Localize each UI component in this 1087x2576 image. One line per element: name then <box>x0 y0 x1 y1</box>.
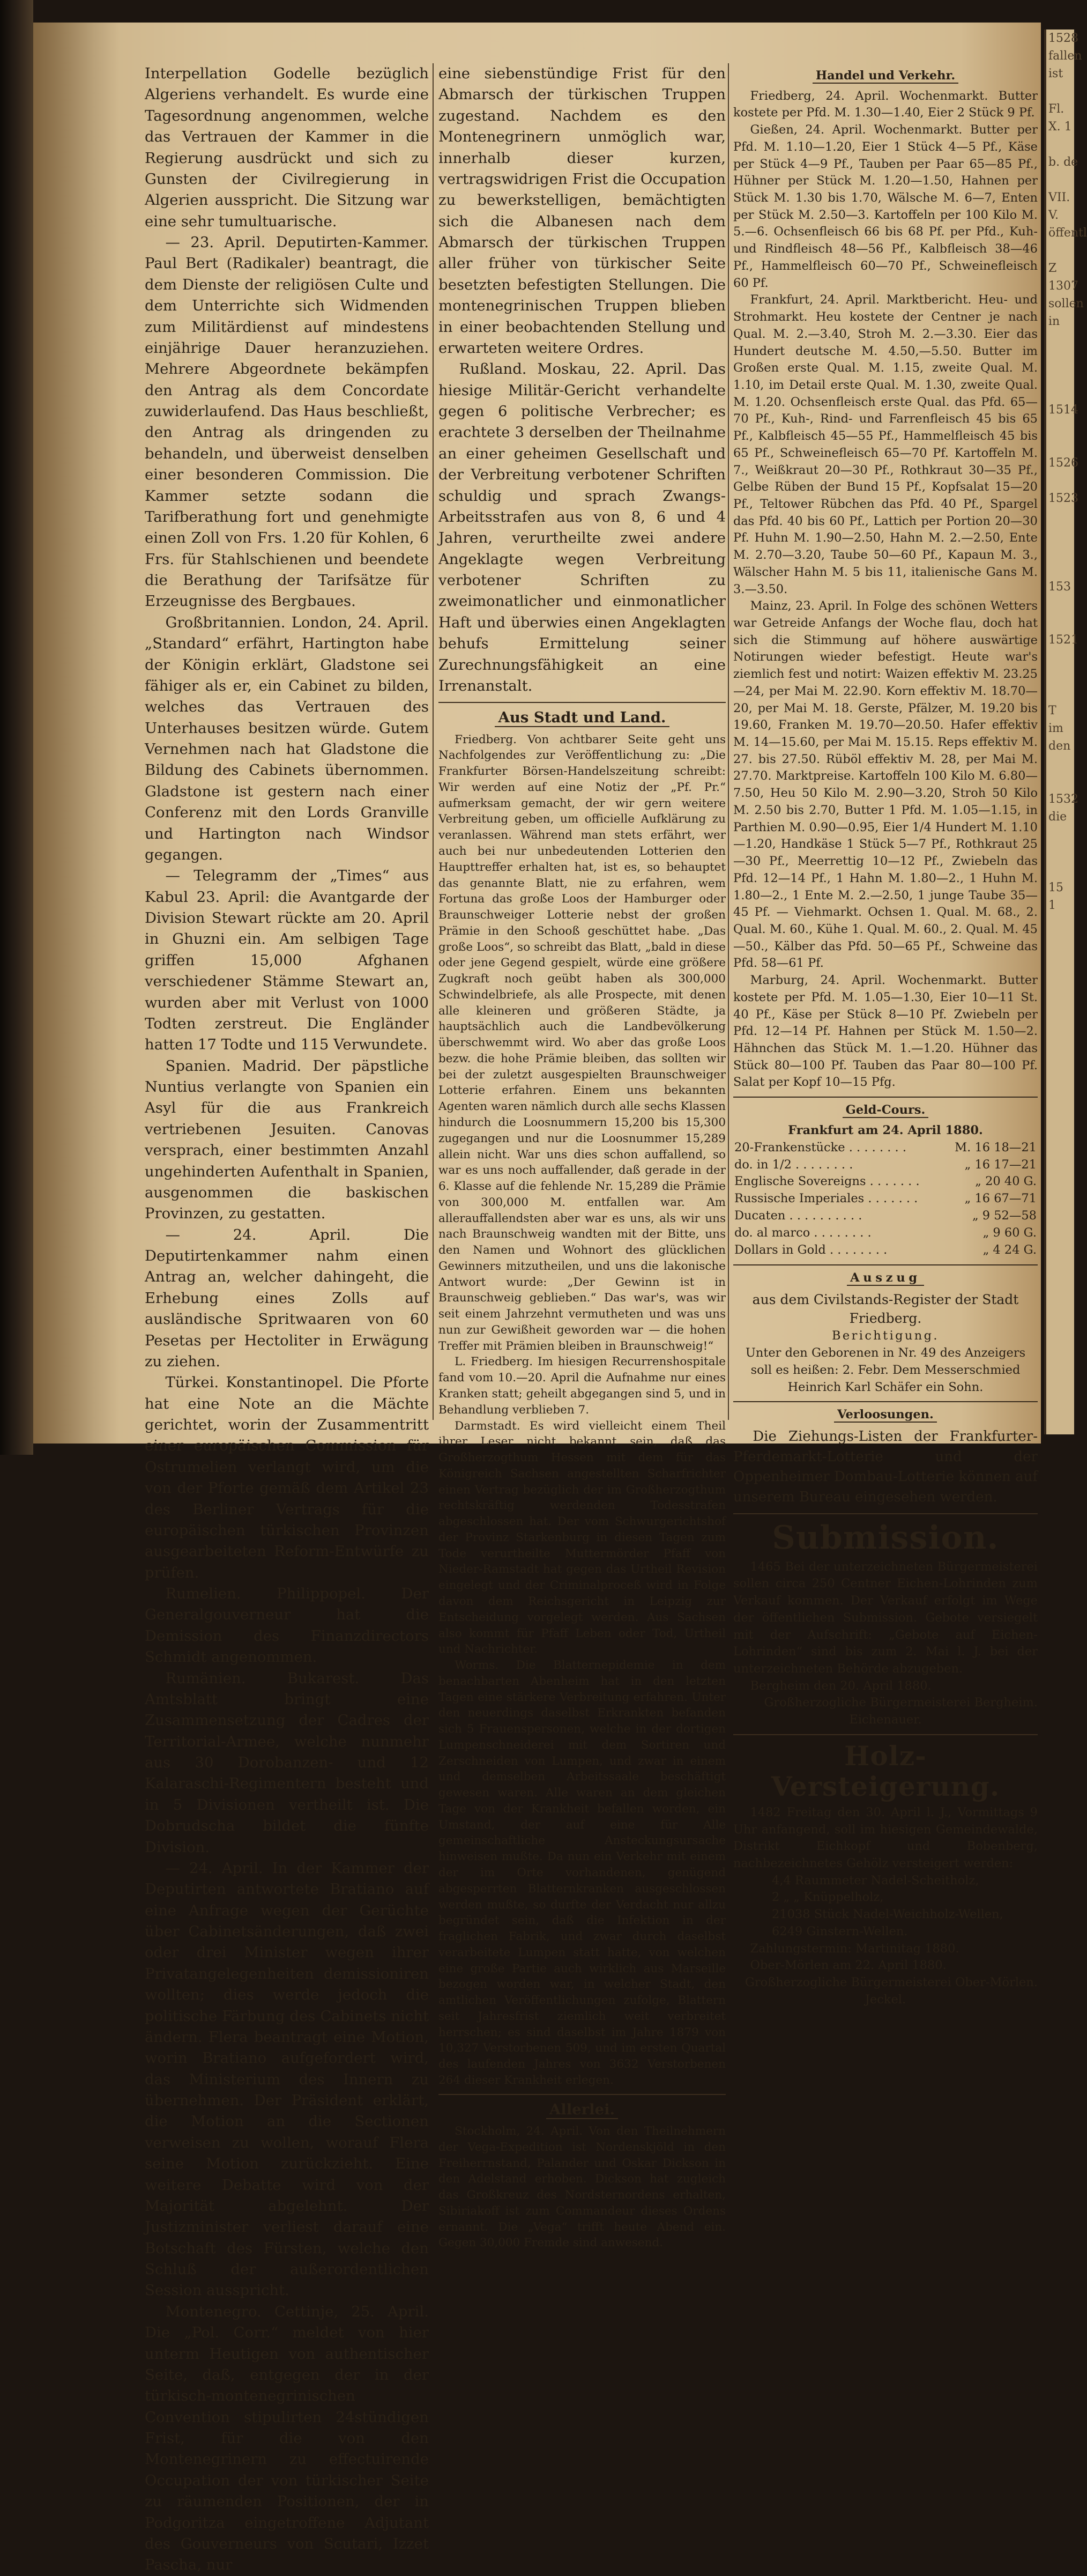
adjacent-page-fragment <box>1046 755 1074 773</box>
exchange-rate-row <box>733 1139 1038 1157</box>
exchange-rate-row <box>733 1173 1038 1190</box>
adjacent-page-fragment: Z <box>1048 262 1057 275</box>
market-giessen: Gießen, 24. April. Wochenmarkt. Butter per Pfd. M. 1.10—1.20, Eier 1 Stück 4—5 Pf., Käse per Stück 4—9 Pf., Tauben per Paar 65—85 Pf., Hühner per Stück M. 1.20—1.50, Hahnen per Stück M. 1.30 bis 1.70, Wälsche M. 6—7, Enten per Stück M. 2.50—3. Kartoffeln per 100 Kilo M. 5.—6. Ochsenfleisch 66 bis 68 Pf. per Pfd., Kuh- und Rindfleisch 48—56 Pf., Kalbfleisch 38—46 Pf., Hammelfleisch 60—70 Pf., Schweinefleisch 60 Pf. <box>733 123 1038 290</box>
adjacent-page-fragment <box>1046 242 1074 260</box>
adjacent-page-fragment: 1528 <box>1048 32 1078 45</box>
adjacent-page-fragment <box>1046 596 1074 613</box>
currency-name: do. in 1/2 . . . . . . . . <box>734 1157 853 1172</box>
adjacent-page-fragment <box>1046 472 1074 490</box>
adjacent-page-fragment <box>1046 543 1074 560</box>
currency-rate: „ 20 40 G. <box>975 1174 1037 1189</box>
adjacent-page-fragment <box>1046 613 1074 631</box>
section-divider <box>733 1734 1038 1735</box>
berichtigung-title: Berichtigung. <box>832 1329 939 1343</box>
adjacent-page-fragment: b. de <box>1048 156 1078 169</box>
currency-name: 20-Frankenstücke . . . . . . . . <box>734 1140 907 1154</box>
article-grossbritannien: Großbritannien. London, 24. April. „Standard“ erfährt, Hartington habe der Königin erklärt, Gladstone sei fähiger als er, ein Cabinet zu bilden, welches das Vertrauen des Unterhauses besitzen würde. Gutem Vernehmen nach hat Gladstone die Bildung des Cabinets übernommen. Gladstone ist gestern nach einer Conferenz mit den Lords Granville und Hartington nach Windsor gegangen. <box>145 613 429 863</box>
currency-name: do. al marco . . . . . . . . <box>734 1226 872 1240</box>
submission-signer: Eichenauer. <box>849 1713 922 1727</box>
submission-title: Submission. <box>772 1519 999 1557</box>
article-rumaenien: Rumänien. Bukarest. Das Amtsblatt bringt eine Zusammensetzung der Cadres der Territorial-Armee, welche nunmehr aus 30 Dorobanzen- und 12 Kalaraschi-Regimentern besteht und in 5 Divisionen vertheilt ist. Die Dobrudscha bildet die fünfte Division. <box>145 1669 429 1856</box>
adjacent-page-fragment <box>1046 383 1074 401</box>
column-rule-1 <box>433 63 434 1420</box>
article-darmstadt: Darmstadt. Es wird vielleicht einem Theil ihrer Leser nicht bekannt sein, daß das Großherzogthum Hessen mit dem für das Königreich Sachsen angestellten Scharfrichter einen Vertrag bezüglich der im Großherzogthum rechtskräftig werdenden Todesstrafen abgeschlossen hat. Der vom Schwurgerichtshof der Provinz Starkenburg in diesen Tagen zum Tode verurtheilte Muttermörder Pfaff von Nieder-Ramstadt hat gegen das Urtheil Revision eingelegt und der Criminalproceß wird in Folge davon dem Reichsgericht in Leipzig zur Entscheidung vorgelegt werden. Aus Sachsen also kommt für Pfaff Leben oder Tod, Urtheil und Nachrichter. <box>438 1419 726 1656</box>
currency-rate: „ 4 24 G. <box>982 1243 1037 1257</box>
currency-name: Russische Imperiales . . . . . . . <box>734 1191 918 1206</box>
berichtigung-text: Unter den Geborenen in Nr. 49 des Anzeigers soll es heißen: 2. Febr. Dem Messerschmied Heinrich Karl Schäfer ein Sohn. <box>745 1346 1026 1394</box>
submission-signature: Großherzogliche Bürgermeisterei Bergheim. <box>764 1696 1038 1710</box>
allerlei-section <box>438 2123 726 2251</box>
currency-name: Englische Sovereigns . . . . . . . <box>734 1174 920 1189</box>
adjacent-page-fragment <box>1046 826 1074 843</box>
currency-name: Ducaten . . . . . . . . . . <box>734 1209 862 1223</box>
adjacent-page-fragment <box>1046 649 1074 667</box>
submission-place: Bergheim den 20. April 1880. <box>750 1678 932 1693</box>
section-divider <box>438 2094 726 2095</box>
adjacent-page-fragment: den <box>1048 739 1071 753</box>
market-friedberg: Friedberg, 24. April. Wochenmarkt. Butter kostete per Pfd. M. 1.30—1.40, Eier 2 Stück 9 Pf. <box>733 88 1038 120</box>
adjacent-page-fragment: 1 <box>1048 899 1056 912</box>
adjacent-page-fragment <box>1046 843 1074 861</box>
article-tuerkei: Türkei. Konstantinopel. Die Pforte hat eine Note an die Mächte gerichtet, worin der Zusammentritt einer europäischen Commission für Ostrumelien verlangt wird, um die von der Pforte gemäß dem Artikel 23 des Berliner Vertrags für die europäischen türkischen Provinzen ausgearbeiteten Reform-Entwürfe zu prüfen. <box>145 1374 429 1581</box>
article-worms: Worms. Die Blatternepidemie in dem benachbarten Abenheim hat in den letzten Tagen eine stärkere Verbreitung erfahren. Unter den neuerdings daselbst Erkrankten befanden sich 5 Frauenspersonen, welche in der dortigen Lumpenschneiderei mit dem Sortiren und Zerschneiden von Lumpen, und zwar in einem und demselben Arbeitssaale beschäftigt gewesen waren. Alle waren an dem gleichen Tage von der Krankheit befallen worden, ein Umstand, der auf eine für Alle gemeinschaftliche Ansteckungsursache hinweisen mußte. Da nun ein Verkehr mit einem der im Orte vorhandenen, genügend abgesperrten Blatternkranken ausgeschlossen werden mußte, so durfte der Verdacht nur allzu begründet sein, daß die Infektion in der fraglichen Fabrik, und zwar durch daselbst verarbeitete Lumpen statt hatte, von welchen eine große Partie auch wirklich aus Marseille bezogen worden war, in welcher Stadt, den amtlichen Veröffentlichungen zufolge, Blattern seit Jahresfrist ziemlich weit verbreitet herrschen; es sind daselbst im Jahre 1879 von 10,327 Verstorbenen 509, und im ersten Quartal des laufenden Jahres von 3632 Verstorbenen 264 dieser Krankheit erlegen. <box>438 1659 726 2087</box>
adjacent-page-fragment: 1307 <box>1048 279 1078 293</box>
adjacent-page-fragment <box>1046 667 1074 684</box>
adjacent-page-fragment: die <box>1048 810 1067 824</box>
article-stockholm: Stockholm, 24. April. Von den Theilnehmern der Vega-Expedition ist Nordenskjöld in den Freiherrnstand, Palander und Oskar Dickson in den Adelstand erhoben. Dickson hat zugleich das Großkreuz des Nordsternordens erhalten, Sibiriakoff ist zum Commandeur dieses Ordens ernannt. Die „Vega“ trifft heute Abend ein. Gegen 30,000 Fremde sind anwesend. <box>438 2125 726 2250</box>
book-binding <box>0 0 33 1455</box>
verloosungen-text: Die Ziehungs-Listen der Frankfurter-Pferdemarkt-Lotterie und der Oppenheimer Dombau-Lotterie können auf unserem Bureau eingesehen werden. <box>733 1428 1038 1505</box>
article-spanien: Spanien. Madrid. Der päpstliche Nuntius verlangte von Spanien ein Asyl für die aus Frankreich vertriebenen Jesuiten. Canovas versprach, einer bestimmten Anzahl ungehinderten Aufenthalt in Spanien, ausgenommen die baskischen Provinzen, zu gestatten. <box>145 1057 429 1223</box>
adjacent-page-fragment <box>1046 773 1074 790</box>
submission-text: 1465 Bei der unterzeichneten Bürgermeisterei sollen circa 250 Centner Eichen-Lohrinden zum Verkauf kommen. Der Verkauf erfolgt im Wege der öffentlichen Submission. Gebote versiegelt mit der Aufschrift: „Gebote auf Eichen-Lohrinden“ sind bis zum 2. Mai l. J. bei der unterzeichneten Behörde abzugeben. <box>733 1559 1038 1676</box>
holz-zahlungstermin: Zahlungstermin: Martinitag 1880. <box>750 1941 959 1956</box>
holz-list <box>733 1872 1038 1941</box>
adjacent-page-fragment: 1523 <box>1048 492 1078 505</box>
article-spanien-zoll: — 24. April. Die Deputirtenkammer nahm einen Antrag an, welcher dahingeht, die Erhebung eines Zolls auf ausländische Spritwaaren von 60 Pesetas per Hectoliter in Erwägung zu ziehen. <box>145 1226 429 1370</box>
auszug-subtitle: aus dem Civilstands-Register der Stadt Friedberg. <box>752 1291 1019 1327</box>
exchange-rate-row <box>733 1225 1038 1242</box>
holz-signer: Jeckel. <box>865 1992 906 2007</box>
market-marburg: Marburg, 24. April. Wochenmarkt. Butter kostete per Pfd. M. 1.05—1.30, Eier 10—11 St. 40 Pf., Käse per Stück 8—10 Pf. Zwiebeln per Pfd. 12—14 Pf. Hahnen per Stück M. 1.50—2. Hähnchen das Stück M. 1.—1.20. Hühner das Stück 80—100 Pf. Tauben das Paar 80—100 Pf. Salat per Kopf 10—15 Pfg. <box>733 973 1038 1090</box>
adjacent-page-fragment: 1521 <box>1048 633 1078 647</box>
column-rule-2 <box>728 63 729 1420</box>
market-frankfurt: Frankfurt, 24. April. Marktbericht. Heu- und Strohmarkt. Heu kostete der Centner je nach Qual. M. 2.—3.40, Stroh M. 2.—3.30. Eier das Hundert deutsche M. 4.50,—5.50. Butter im Großen erste Qual. M. 1.15, zweite Qual. M. 1.10, im Detail erste Qual. M. 1.30, zweite Qual. M. 1.20. Ochsenfleisch erste Qual. das Pfd. 65—70 Pf., Kuh-, Rind- und Farrenfleisch 45 bis 65 Pf., Kalbfleisch 45—55 Pf., Hammelfleisch 45 bis 65 Pf., Schweinefleisch 65—70 Pf. Kartoffeln M. 7., Weißkraut 20—30 Pf., Rothkraut 30—35 Pf., Gelbe Rüben der Bund 15 Pf., Kopfsalat 15—20 Pf., Teltower Rübchen das Pfd. 40 Pf., Spargel das Pfd. 40 bis 60 Pf., Lattich per Portion 20—30 Pf. Huhn M. 1.90—2.50, Hahn M. 2.—2.50, Ente M. 2.70—3.20, Taube 50—60 Pf., Kapaun M. 3., Wälscher Hahn M. 5 bis 11, italienische Gans M. 3.—3.50. <box>733 293 1038 596</box>
article-algeria: Interpellation Godelle bezüglich Algeriens verhandelt. Es wurde eine Tagesordnung angenommen, welche das Vertrauen der Kammer in die Regierung ausdrückt und sich zu Gunsten der Civilregierung in Algerien ausspricht. Die Sitzung war eine sehr tumultuarische. <box>145 65 429 230</box>
section-heading-geld: Geld-Cours. <box>733 1102 1038 1119</box>
adjacent-page-fragment <box>1046 419 1074 436</box>
adjacent-page-fragment: 1532 <box>1048 793 1078 806</box>
adjacent-page-fragment: VII. <box>1048 191 1070 204</box>
holz-list-item: 2 „ „ Knüppelholz, <box>772 1890 884 1905</box>
adjacent-page-fragment: V. <box>1048 209 1059 222</box>
adjacent-page-fragment <box>1046 861 1074 879</box>
adjacent-page-fragment: fallen <box>1048 49 1082 63</box>
adjacent-page-fragment: X. 1 <box>1048 120 1072 134</box>
adjacent-page-fragment: 15 <box>1048 881 1063 894</box>
geld-date: Frankfurt am 24. April 1880. <box>788 1123 983 1137</box>
adjacent-page-fragment: 153 <box>1048 580 1071 594</box>
holz-place: Ober-Mörlen am 22. April 1880. <box>750 1958 947 1973</box>
article-montenegro: Montenegro. Cettinje, 25. April. Die „Pol. Corr.“ meldet von hier unterm Heutigen von authentischer Seite, daß, entgegen der in der türkisch-montenegrinischen Convention stipulirten 24stündigen Frist, für die von den Montenegrinern zu effectuirende Occupation der von türkischer Seite zu räumenden Positionen, der in Podgoritza eingetroffene Adjutant des Gouverneurs von Scutari, Izzet Pascha, nur <box>145 2303 429 2574</box>
currency-rate: „ 9 52—58 <box>972 1209 1037 1223</box>
adjacent-page-fragment <box>1046 684 1074 702</box>
section-divider <box>733 1401 1038 1402</box>
exchange-rate-row <box>733 1242 1038 1259</box>
article-russland: Rußland. Moskau, 22. April. Das hiesige Militär-Gericht verhandelte gegen 6 politische Verbrecher; es erachtete 3 derselben der Theilnahme an einer geheimen Gesellschaft und der Verbreitung verbotener Schriften schuldig und sprach Zwangs-Arbeitsstrafen aus von 8, 6 und 4 Jahren, verurtheilte zwei andere Angeklagte wegen Verbreitung verbotener Schriften zu zweimonatlicher und einmonatlicher Haft und überwies einen Angeklagten behufs Ermittelung seiner Zurechnungsfähigkeit an eine Irrenanstalt. <box>438 360 726 694</box>
article-friedberg-lotterie: Friedberg. Von achtbarer Seite geht uns Nachfolgendes zur Veröffentlichung zu: „Die Frankfurter Börsen-Handelszeitung schreibt: Wir werden auf eine Notiz der „Pf. Pr.“ aufmerksam gemacht, der wir gern weitere Verbreitung geben, um officielle Aufklärung zu veranlassen. Während man stets erfährt, wer auch bei nur unbedeutenden Lotterien den Haupttreffer erhalten hat, ist es, so behauptet das genannte Blatt, nie zu erfahren, wem Fortuna das große Loos der Hamburger oder Braunschweiger Lotterie nebst der großen Prämie in den Schooß geschüttet habe. „Das große Loos“, so schreibt das Blatt, „bald in diese oder jene Gegend gespielt, würde eine größere Zugkraft noch geübt haben als 300,000 Schwindelbriefe, als alle Prospecte, mit denen alle kleineren und größeren Städte, ja hauptsächlich auch die Landbevölkerung überschwemmt wird. Wo aber das große Loos bezw. die hohe Prämie bleiben, das sollten wir bei der zuletzt ausgespielten Braunschweiger Lotterie erfahren. Einem uns bekannten Agenten waren nämlich durch alle sechs Klassen hindurch die Loosnummern 15,200 bis 15,300 zugegangen und nur die Loosnummer 15,289 allein nicht. War uns dies schon auffallend, so war es uns noch auffallender, daß gerade in der 6. Klasse auf die fehlende Nr. 15,289 die Prämie von 300,000 M. entfallen war. Am allerauffallendsten aber war es uns, als wir uns nach Braunschweig wandten mit der Bitte, uns den Namen und Wohnort des glücklichen Gewinners mitzutheilen, und uns die lakonische Antwort wurde: „Der Gewinn ist in Braunschweig geblieben.“ Das war's, was wir seit einem Jahrzehnt vermutheten und was uns nun zur Gewißheit geworden war — die hohen Treffer mit Prämien bleiben in Braunschweig!“ <box>438 732 726 1353</box>
currency-rate: „ 9 60 G. <box>982 1226 1037 1240</box>
stadt-section <box>438 732 726 2089</box>
adjacent-page-fragment: 1514 <box>1048 403 1078 417</box>
article-rumaenien-kammer: — 24. April. In der Kammer der Deputirten antwortete Bratiano auf eine Anfrage wegen der Gerüchte über Cabinetsänderungen, daß zwei oder drei Minister wegen ihrer Privatangelegenheiten demissioniren wollten; dies werde jedoch die politische Färbung des Cabinets nicht ändern. Flera beantragt eine Motion, worin Bratiano aufgefordert wird, das Ministerium des Innern zu übernehmen. Der Präsident erklärt, die Motion an die Sectionen verweisen zu wollen, worauf Flera seine Motion zurückzieht. Eine weitere Debatte wird von der Majorität abgelehnt. Der Justizminister verliest darauf eine Botschaft des Fürsten, welche den Schluß der außerordentlichen Session ausspricht. <box>145 1859 429 2299</box>
adjacent-page-edge <box>1044 29 1087 1434</box>
market-mainz: Mainz, 23. April. In Folge des schönen Wetters war Getreide Anfangs der Woche flau, doch hat sich die Stimmung auf höhere auswärtige Notirungen wieder befestigt. Heute war's ziemlich fest und notirt: Waizen effektiv M. 23.25—24, per Mai M. 22.90. Korn effektiv M. 18.70—20, per Mai M. 18. Gerste, Pfälzer, M. 19.20 bis 19.60, Franken M. 19.70—20.50. Hafer effektiv M. 14—15.60, per Mai M. 15.15. Reps effektiv M. 27. bis 27.50. Rüböl effektiv M. 28, per Mai M. 27.70. Marktpreise. Kartoffeln 100 Kilo M. 6.80—7.50, Heu 50 Kilo M. 2.90—3.20, Stroh 50 Kilo M. 2.50 bis 2.70, Butter 1 Pfd. M. 1.05—1.15, in Parthien M. 0.90—0.95, Eier 1/4 Hundert M. 1.10—1.20, Handkäse 1 Stück 5—7 Pf., Rothkraut 25—30 Pf., Meerrettig 10—12 Pf., Zwiebeln das Pfd. 12—14 Pf., 1 Hahn M. 1.80—2., 1 Huhn M. 1.80—2., 1 Ente M. 2.—2.50, 1 junge Taube 35—45 Pf. — Viehmarkt. Ochsen 1. Qual. M. 68., 2. Qual. M. 60., Kühe 1. Qual. M. 60., 2. Qual. M. 45—50., Kälber das Pfd. 50—65 Pf., Schweine das Pfd. 58—61 Pf. <box>733 599 1038 971</box>
section-heading-auszug: Auszug <box>733 1270 1038 1287</box>
adjacent-page-fragment <box>1046 436 1074 454</box>
column-politics <box>145 63 429 2576</box>
section-heading-allerlei: Allerlei. <box>438 2099 726 2120</box>
section-heading-verloosungen: Verloosungen. <box>733 1407 1038 1424</box>
column-middle <box>438 63 726 2251</box>
section-divider <box>733 1513 1038 1514</box>
section-heading-handel: Handel und Verkehr. <box>733 68 1038 85</box>
adjacent-page-fragment <box>1046 171 1074 189</box>
section-divider <box>438 702 726 703</box>
currency-rate: „ 16 17—21 <box>964 1157 1037 1172</box>
adjacent-page-fragment <box>1046 560 1074 578</box>
article-rumelien: Rumelien. Philippopel. Der Generalgouverneur hat die Demission des Finanzdirectors Schmidt angenommen. <box>145 1585 429 1666</box>
adjacent-page-fragment: in <box>1048 315 1060 328</box>
currency-rate: M. 16 18—21 <box>955 1140 1037 1154</box>
adjacent-page-fragment: im <box>1048 722 1063 735</box>
article-friedberg-hospital: L. Friedberg. Im hiesigen Recurrenshospitale fand vom 10.—20. April die Aufnahme nur eines Kranken statt; geheilt abgegangen sind 5, und in Behandlung verblieben 7. <box>438 1355 726 1417</box>
adjacent-page-fragment <box>1046 83 1074 100</box>
holz-list-item: 6249 Ginstern-Wellen. <box>772 1924 908 1938</box>
holz-text: 1482 Freitag den 30. April l. J., Vormittags 9 Uhr anfangend, soll im hiesigen Gemeindewalde, Distrikt Eichkopf und Bobenberg, nachbezeichnetes Gehölz versteigert werden: <box>733 1805 1038 1871</box>
column-commerce <box>733 63 1038 2009</box>
currency-rate: „ 16 67—71 <box>964 1191 1037 1206</box>
adjacent-page-fragment: T <box>1048 704 1056 717</box>
holz-signature: Großherzogliche Bürgermeisterei Ober-Mörlen. <box>744 1975 1038 1990</box>
adjacent-page-fragment <box>1046 507 1074 525</box>
section-heading-stadt: Aus Stadt und Land. <box>438 707 726 728</box>
adjacent-page-fragment: 1526 <box>1048 456 1078 470</box>
adjacent-page-fragment: öffentl <box>1048 226 1087 240</box>
adjacent-page-fragment: sollen <box>1048 297 1084 310</box>
currency-name: Dollars in Gold . . . . . . . . <box>734 1243 888 1257</box>
holz-list-item: 4,4 Raummeter Nadel-Scheitholz, <box>772 1873 979 1887</box>
adjacent-page-fragment <box>1046 366 1074 383</box>
adjacent-page-fragment <box>1046 330 1074 348</box>
adjacent-page-fragment <box>1046 136 1074 153</box>
holz-list-item: 21038 Stück Nadel-Weichholz-Wellen, <box>772 1907 1003 1922</box>
holz-title: Holz-Versteigerung. <box>771 1739 1000 1803</box>
section-divider <box>733 1097 1038 1098</box>
section-divider <box>733 1264 1038 1265</box>
article-deputirten-kammer: — 23. April. Deputirten-Kammer. Paul Bert (Radikaler) beantragt, die dem Dienste der religiösen Culte und dem Unterrichte sich Widmenden zum Militärdienst auf mindestens einjährige Dauer heranzuziehen. Mehrere Abgeordnete bekämpfen den Antrag als dem Concordate zuwiderlaufend. Das Haus beschließt, den Antrag als dringenden zu behandeln, und überweist denselben einer besonderen Commission. Die Kammer setzte sodann die Tarifberathung fort und genehmigte einen Zoll von Frs. 1.20 für Kohlen, 6 Frs. für Stahlschienen und beendete die Berathung der Tarifsätze für Erzeugnisse des Bergbaues. <box>145 234 429 610</box>
article-montenegro-cont: eine siebenstündige Frist für den Abmarsch der türkischen Truppen zugestand. Nachdem es den Montenegrinern unmöglich war, innerhalb dieser kurzen, vertragswidrigen Frist die Occupation zu bewerkstelligen, bemächtigten sich die Albanesen nach dem Abmarsch der türkischen Truppen aller früher von türkischer Seite besetzten befestigten Stellungen. Die montenegrinischen Truppen blieben in einer beobachtenden Stellung und erwarteten weitere Ordres. <box>438 65 726 357</box>
exchange-rate-table <box>733 1139 1038 1260</box>
article-times-kabul: — Telegramm der „Times“ aus Kabul 23. April: die Avantgarde der Division Stewart rückte am 20. April in Ghuzni ein. Am selbigen Tage griffen 15,000 Afghanen verschiedener Stämme Stewart an, wurden aber mit Verlust von 1000 Todten zerstreut. Die Engländer hatten 17 Todte und 115 Verwundete. <box>145 867 429 1054</box>
exchange-rate-row <box>733 1208 1038 1225</box>
exchange-rate-row <box>733 1190 1038 1208</box>
adjacent-page-fragment <box>1046 348 1074 366</box>
exchange-rate-row <box>733 1157 1038 1174</box>
adjacent-page-fragment <box>1046 525 1074 543</box>
adjacent-page-fragment: Fl. <box>1048 102 1064 116</box>
adjacent-page-fragment: ist <box>1048 67 1063 80</box>
